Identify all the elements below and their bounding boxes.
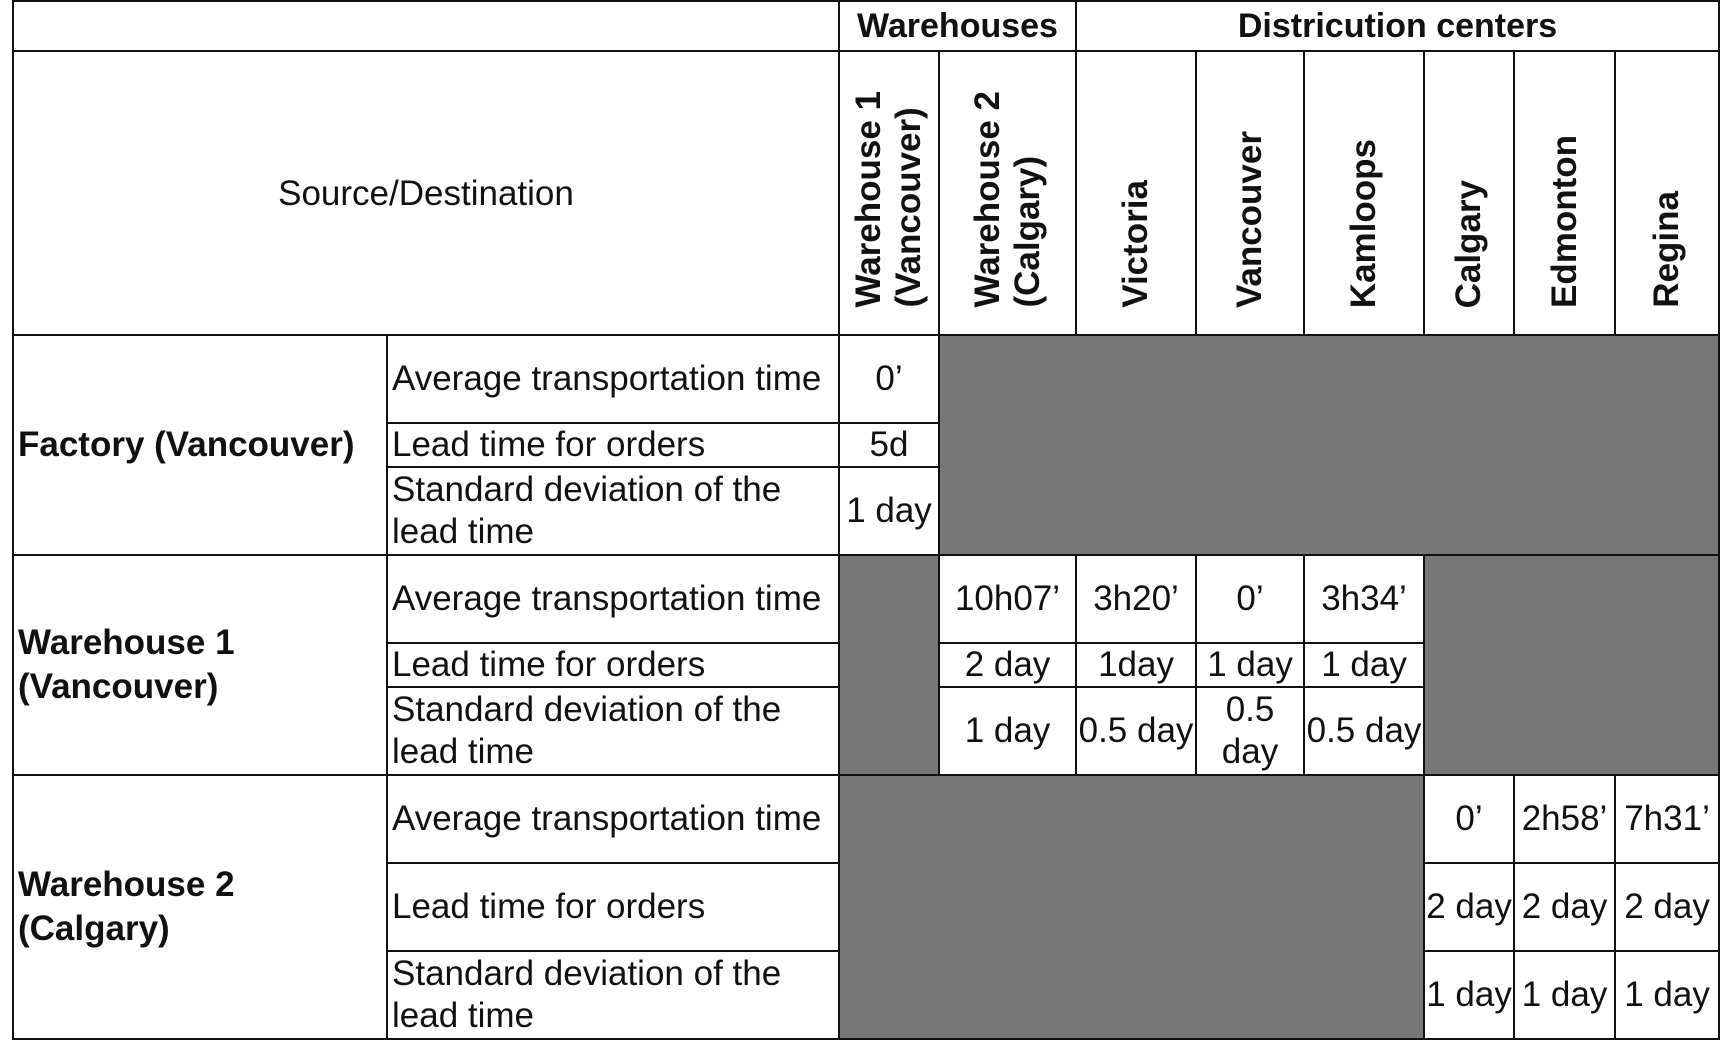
value-cell: 0.5 day [1076,687,1196,775]
distribution-centers-group-header: Districution centers [1076,1,1719,51]
metric-avg-transport-time: Average transportation time [387,335,839,423]
source-destination-header: Source/Destination [13,51,839,335]
column-header-victoria: Victoria [1076,51,1196,335]
metric-avg-transport-time: Average transportation time [387,555,839,643]
value-cell: 0’ [1424,775,1514,863]
column-header-warehouse-2: Warehouse 2 (Calgary) [939,51,1076,335]
column-header-vancouver: Vancouver [1196,51,1304,335]
not-applicable-cell [839,775,1424,1039]
value-cell: 1 day [1304,643,1424,687]
metric-lead-time-std-dev: Standard deviation of the lead time [387,687,839,775]
metric-lead-time: Lead time for orders [387,863,839,951]
value-cell: 0’ [839,335,939,423]
value-cell: 5d [839,423,939,467]
value-cell: 3h34’ [1304,555,1424,643]
value-cell: 2 day [939,643,1076,687]
value-cell: 1 day [1424,951,1514,1039]
value-cell: 2 day [1514,863,1615,951]
value-cell: 10h07’ [939,555,1076,643]
header-blank-cell [13,1,839,51]
value-cell: 2h58’ [1514,775,1615,863]
value-cell: 1 day [839,467,939,555]
metric-avg-transport-time: Average transportation time [387,775,839,863]
metric-lead-time: Lead time for orders [387,423,839,467]
metric-lead-time-std-dev: Standard deviation of the lead time [387,951,839,1039]
column-header-calgary: Calgary [1424,51,1514,335]
warehouses-group-header: Warehouses [839,1,1076,51]
not-applicable-cell [1424,555,1719,775]
value-cell: 0.5 day [1196,687,1304,775]
column-header-regina: Regina [1615,51,1719,335]
metric-lead-time-std-dev: Standard deviation of the lead time [387,467,839,555]
column-header-edmonton: Edmonton [1514,51,1615,335]
value-cell: 7h31’ [1615,775,1719,863]
value-cell: 1 day [1514,951,1615,1039]
value-cell: 2 day [1615,863,1719,951]
not-applicable-cell [839,555,939,775]
column-header-kamloops: Kamloops [1304,51,1424,335]
value-cell: 0’ [1196,555,1304,643]
column-header-warehouse-1: Warehouse 1 (Vancouver) [839,51,939,335]
source-warehouse-1-vancouver: Warehouse 1 (Vancouver) [13,555,387,775]
value-cell: 1 day [1196,643,1304,687]
not-applicable-cell [939,335,1719,555]
value-cell: 2 day [1424,863,1514,951]
value-cell: 0.5 day [1304,687,1424,775]
metric-lead-time: Lead time for orders [387,643,839,687]
value-cell: 3h20’ [1076,555,1196,643]
lead-time-table [12,0,1720,1040]
source-warehouse-2-calgary: Warehouse 2 (Calgary) [13,775,387,1039]
value-cell: 1day [1076,643,1196,687]
value-cell: 1 day [939,687,1076,775]
value-cell: 1 day [1615,951,1719,1039]
source-factory-vancouver: Factory (Vancouver) [13,335,387,555]
